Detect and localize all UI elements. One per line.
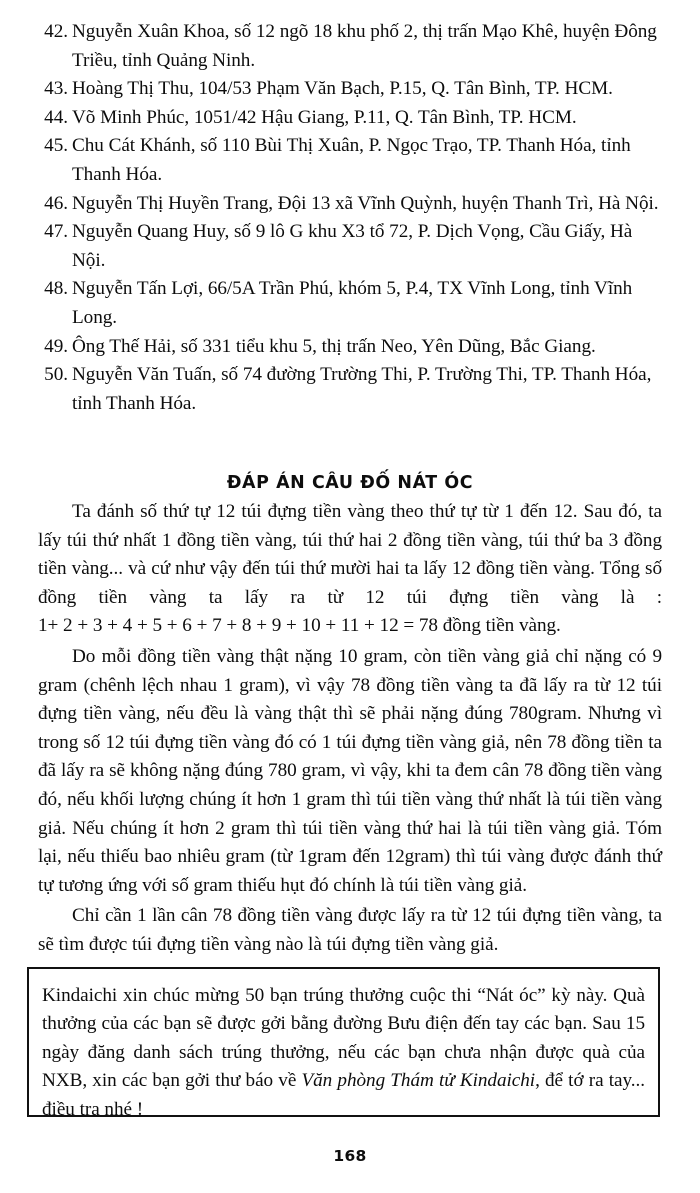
notice-text-part2: , để tớ ra tay... điều tra nhé ! <box>42 1070 645 1120</box>
list-item-number: 45. <box>44 135 68 157</box>
list-item-number: 49. <box>44 335 68 357</box>
list-item-number: 42. <box>44 21 68 42</box>
list-item-text: Nguyễn Tấn Lợi, 66/5A Trần Phú, khóm 5, P.4, TX Vĩnh Long, tỉnh Vĩnh Long. <box>72 278 633 328</box>
list-item-text: Hoàng Thị Thu, 104/53 Phạm Văn Bạch, P.15, Q. Tân Bình, TP. HCM. <box>72 78 613 100</box>
list-item <box>38 218 668 275</box>
list-item <box>38 132 668 189</box>
list-item-number: 47. <box>44 221 68 243</box>
list-item <box>38 18 668 75</box>
list-item-text: Ông Thế Hải, số 331 tiểu khu 5, thị trấn Neo, Yên Dũng, Bắc Giang. <box>72 335 596 357</box>
list-item-text: Nguyễn Xuân Khoa, số 12 ngõ 18 khu phố 2, thị trấn Mạo Khê, huyện Đông Triều, tỉnh Quảng Ninh. <box>72 21 657 71</box>
list-item-text: Nguyễn Quang Huy, số 9 lô G khu X3 tổ 72, P. Dịch Vọng, Cầu Giấy, Hà Nội. <box>72 221 633 271</box>
list-item <box>38 75 668 104</box>
list-item-number: 46. <box>44 192 68 214</box>
page-number: 168 <box>333 1147 367 1165</box>
list-item <box>38 104 668 133</box>
list-item <box>38 275 668 332</box>
notice-text-part1: Kindaichi xin chúc mừng 50 bạn trúng thưởng cuộc thi “Nát óc” kỳ này. Quà thưởng của các bạn sẽ được gởi bằng đường Bưu điện đến tay các bạn. Sau 15 ngày đăng danh sách trúng thưởng, nếu các bạn chưa nhận được quà của NXB, xin các bạn gởi thư báo về <box>42 985 645 1092</box>
list-item <box>38 190 668 219</box>
section-heading: ĐÁP ÁN CÂU ĐỐ NÁT ÓC <box>226 473 474 494</box>
paragraph-1-text: Ta đánh số thứ tự 12 túi đựng tiền vàng theo thứ tự từ 1 đến 12. Sau đó, ta lấy túi thứ nhất 1 đồng tiền vàng, túi thứ hai 2 đồng tiền vàng, túi thứ ba 3 đồng tiền vàng... và cứ như vậy đến túi thứ mười hai ta lấy 12 đồng tiền vàng. Tổng số đồng tiền vàng ta lấy ra từ 12 túi đựng tiền vàng là : <box>38 501 662 608</box>
list-item-text: Chu Cát Khánh, số 110 Bùi Thị Xuân, P. Ngọc Trạo, TP. Thanh Hóa, tỉnh Thanh Hóa. <box>72 135 631 185</box>
list-item-number: 44. <box>44 106 68 128</box>
paragraph-1 <box>38 498 662 641</box>
notice-box <box>27 967 660 1120</box>
paragraph-2: Do mỗi đồng tiền vàng thật nặng 10 gram, còn tiền vàng giả chỉ nặng có 9 gram (chênh lệch nhau 1 gram), vì vậy 78 đồng tiền vàng ta đã lấy ra từ 12 túi đựng tiền vàng, nếu đều là vàng thật thì sẽ phải nặng đúng 780gram. Nhưng vì trong số 12 túi đựng tiền vàng đó có 1 túi đựng tiền vàng giả, nên 78 đồng tiền ta đã lấy ra sẽ không nặng đúng 780 gram, vì vậy, khi ta đem cân 78 đồng tiền vàng đó, nếu khối lượng chúng ít hơn 1 gram thì túi tiền vàng thứ nhất là túi tiền vàng giả. Nếu chúng ít hơn 2 gram thì túi tiền vàng thứ hai là túi tiền vàng giả. Tóm lại, nếu thiếu bao nhiêu gram (từ 1gram đến 12gram) thì túi vàng được đánh thứ tự tương ứng với số gram thiếu hụt đó chính là túi tiền vàng giả. <box>38 645 662 896</box>
equation: 1+ 2 + 3 + 4 + 5 + 6 + 7 + 8 + 9 + 10 + 11 + 12 = 78 đồng tiền vàng. <box>38 615 561 637</box>
list-item <box>38 333 668 362</box>
paragraph-3: Chỉ cần 1 lần cân 78 đồng tiền vàng được lấy ra từ 12 túi đựng tiền vàng, ta sẽ tìm được túi đựng tiền vàng nào là túi đựng tiền vàng giả. <box>38 905 662 955</box>
winner-address-list <box>38 18 668 418</box>
list-item-number: 43. <box>44 78 68 100</box>
notice-text <box>42 982 645 1124</box>
list-item-text: Nguyễn Văn Tuấn, số 74 đường Trường Thi, P. Trường Thi, TP. Thanh Hóa, tỉnh Thanh Hóa. <box>72 364 652 414</box>
notice-office-name: Văn phòng Thám tử Kindaichi <box>301 1070 536 1092</box>
list-item-number: 50. <box>44 364 68 386</box>
list-item-text: Nguyễn Thị Huyền Trang, Đội 13 xã Vĩnh Quỳnh, huyện Thanh Trì, Hà Nội. <box>72 192 659 214</box>
list-item-number: 48. <box>44 278 68 300</box>
list-item <box>38 361 668 418</box>
answer-body <box>38 498 662 960</box>
list-item-text: Võ Minh Phúc, 1051/42 Hậu Giang, P.11, Q. Tân Bình, TP. HCM. <box>72 106 577 128</box>
